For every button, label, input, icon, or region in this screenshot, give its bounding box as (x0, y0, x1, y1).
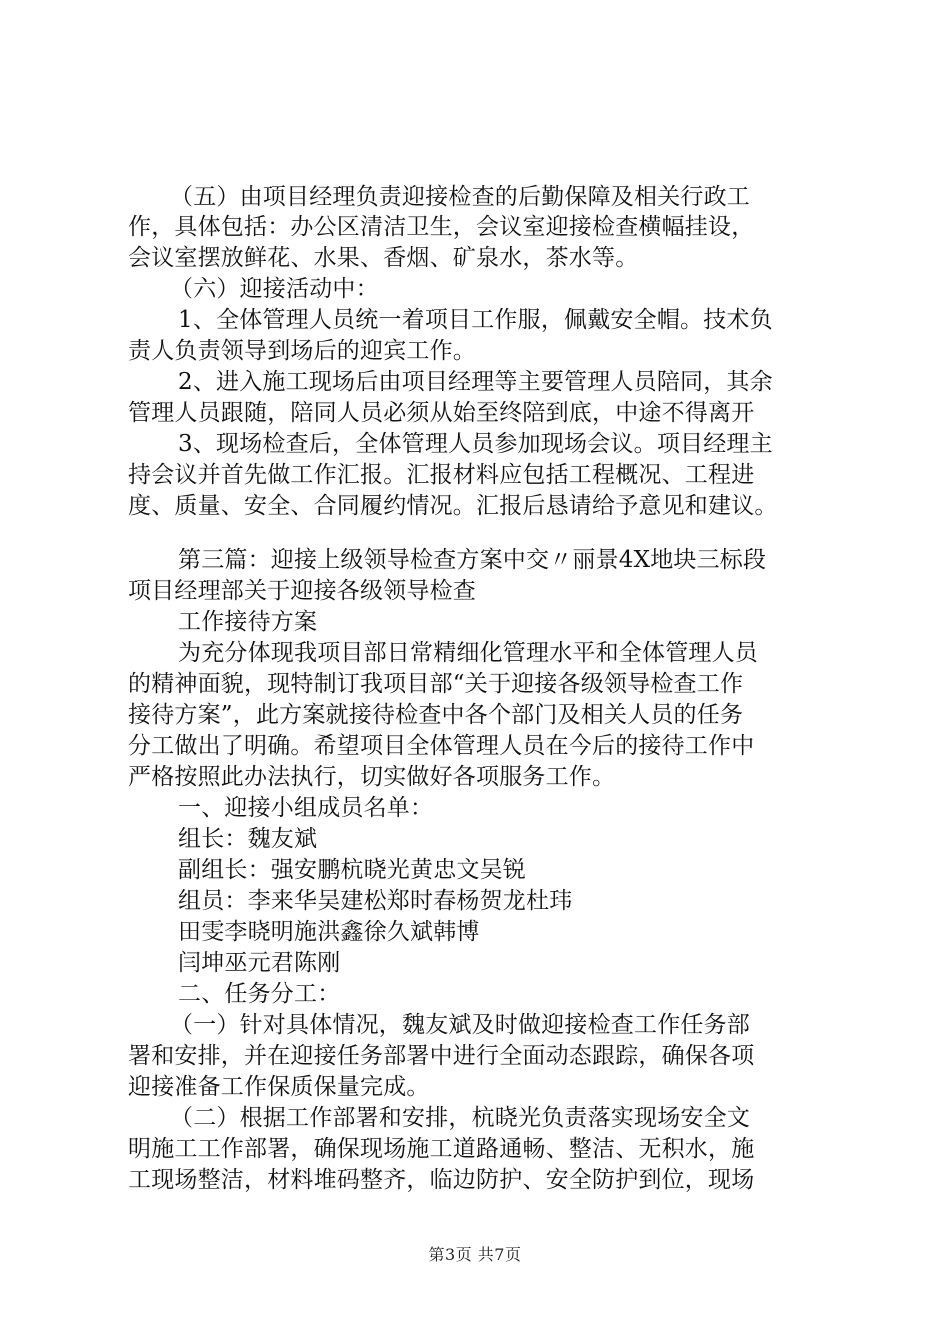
text-line: 明施工工作部署，确保现场施工道路通畅、整洁、无积水，施 (128, 1136, 755, 1162)
page-footer: 第3页 共7页 (428, 1245, 522, 1264)
text-line: 严格按照此办法执行，切实做好各项服务工作。 (128, 764, 616, 790)
text-line: 二、任务分工： (178, 981, 341, 1007)
text-line: 闫坤巫元君陈刚 (178, 950, 341, 976)
text-line: 分工做出了明确。希望项目全体管理人员在今后的接待工作中 (128, 733, 755, 759)
text-line: 作，具体包括：办公区清洁卫生，会议室迎接检查横幅挂设， (128, 214, 755, 240)
text-line: 责人负责领导到场后的迎宾工作。 (128, 338, 476, 364)
text-line: 署和安排，并在迎接任务部署中进行全面动态跟踪，确保各项 (128, 1043, 755, 1069)
section-heading: 第三篇：迎接上级领导检查方案中交〃丽景4X地块三标段 (178, 547, 767, 573)
text-line: 持会议并首先做工作汇报。汇报材料应包括工程概况、工程进 (128, 462, 755, 488)
text-line: 一、迎接小组成员名单： (178, 795, 434, 821)
text-line: 接待方案”，此方案就接待检查中各个部门及相关人员的任务 (128, 702, 744, 728)
text-line: 的精神面貌，现特制订我项目部“关于迎接各级领导检查工作 (128, 671, 744, 697)
text-line: 田雯李晓明施洪鑫徐久斌韩博 (178, 919, 480, 945)
section-heading: 项目经理部关于迎接各级领导检查 (128, 578, 476, 604)
text-line: 管理人员跟随，陪同人员必须从始至终陪到底，中途不得离开 (128, 400, 755, 426)
text-line: 迎接准备工作保质保量完成。 (128, 1074, 430, 1100)
text-line: 会议室摆放鲜花、水果、香烟、矿泉水，茶水等。 (128, 245, 639, 271)
text-line: 组员：李来华吴建松郑时春杨贺龙杜玮 (178, 888, 573, 914)
text-line: （二）根据工作部署和安排，杭晓光负责落实现场安全文 (170, 1105, 750, 1131)
text-line: 度、质量、安全、合同履约情况。汇报后恳请给予意见和建议。 (128, 493, 778, 519)
text-line: （一）针对具体情况，魏友斌及时做迎接检查工作任务部 (170, 1012, 750, 1038)
text-line: 工现场整洁，材料堆码整齐，临边防护、安全防护到位，现场 (128, 1167, 755, 1193)
text-line: （六）迎接活动中： (170, 276, 379, 302)
text-line: 副组长：强安鹏杭晓光黄忠文吴锐 (178, 857, 526, 883)
text-line: 2、进入施工现场后由项目经理等主要管理人员陪同，其余 (178, 369, 773, 395)
text-line: 为充分体现我项目部日常精细化管理水平和全体管理人员 (178, 640, 758, 666)
text-line: 组长：魏友斌 (178, 826, 318, 852)
text-line: （五）由项目经理负责迎接检查的后勤保障及相关行政工 (170, 184, 750, 210)
section-heading: 工作接待方案 (178, 609, 318, 635)
text-line: 3、现场检查后，全体管理人员参加现场会议。项目经理主 (178, 431, 773, 457)
text-line: 1、全体管理人员统一着项目工作服，佩戴安全帽。技术负 (178, 307, 773, 333)
